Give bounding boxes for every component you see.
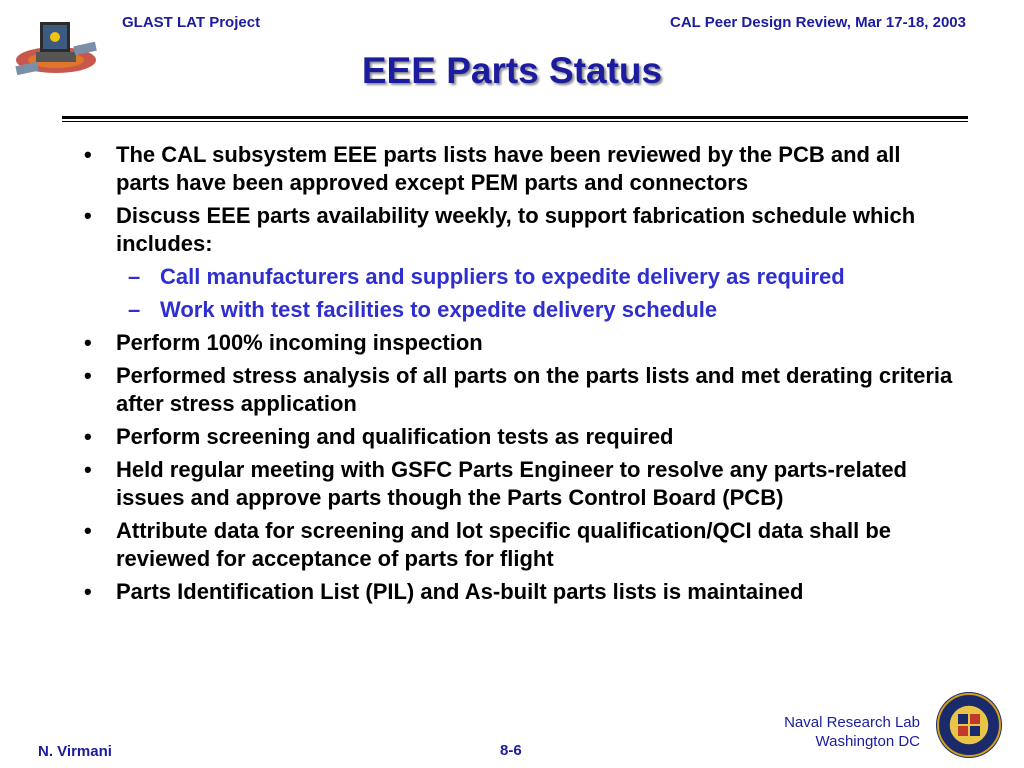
bullet-marker: •	[84, 363, 92, 388]
footer-author: N. Virmani	[38, 743, 112, 760]
bullet-list	[80, 141, 960, 611]
bullet-marker: •	[84, 142, 92, 167]
dash-marker: –	[128, 264, 141, 289]
bullet-item	[80, 202, 960, 258]
header-project: GLAST LAT Project	[122, 14, 261, 31]
bullet-item	[80, 578, 960, 606]
bullet-text: The CAL subsystem EEE parts lists have been reviewed by the PCB and all parts have been approved except PEM parts and connectors	[116, 142, 901, 195]
bullet-item	[80, 362, 960, 418]
bullet-item	[80, 423, 960, 451]
title-divider-thin	[62, 121, 968, 122]
bullet-text: Discuss EEE parts availability weekly, to support fabrication schedule which includes:	[116, 203, 916, 256]
header-review: CAL Peer Design Review, Mar 17-18, 2003	[670, 14, 966, 31]
sub-bullet-item	[80, 263, 960, 291]
bullet-marker: •	[84, 518, 92, 543]
bullet-marker: •	[84, 203, 92, 228]
bullet-item	[80, 456, 960, 512]
page-title: EEE Parts Status	[361, 50, 663, 91]
page-number: 8-6	[500, 742, 522, 759]
title-divider	[62, 116, 968, 119]
bullet-marker: •	[84, 579, 92, 604]
bullet-item	[80, 517, 960, 573]
bullet-item	[80, 329, 960, 357]
bullet-marker: •	[84, 457, 92, 482]
bullet-text: Call manufacturers and suppliers to expedite delivery as required	[160, 264, 845, 289]
sub-bullet-item	[80, 296, 960, 324]
bullet-text: Parts Identification List (PIL) and As-built parts lists is maintained	[116, 579, 804, 604]
bullet-marker: •	[84, 330, 92, 355]
bullet-text: Attribute data for screening and lot specific qualification/QCI data shall be reviewed for acceptance of parts for flight	[116, 518, 892, 571]
org-line-1: Naval Research Lab	[784, 714, 920, 731]
naval-research-lab-seal-icon	[930, 690, 1008, 760]
bullet-text: Work with test facilities to expedite delivery schedule	[160, 297, 718, 322]
bullet-text: Perform 100% incoming inspection	[116, 330, 483, 355]
footer-organization	[784, 713, 920, 751]
bullet-text: Performed stress analysis of all parts on the parts lists and met derating criteria after stress application	[116, 363, 953, 416]
bullet-text: Held regular meeting with GSFC Parts Engineer to resolve any parts-related issues and approve parts though the Parts Control Board (PCB)	[116, 457, 907, 510]
dash-marker: –	[128, 297, 141, 322]
bullet-marker: •	[84, 424, 92, 449]
bullet-item	[80, 141, 960, 197]
org-line-2: Washington DC	[815, 733, 920, 750]
bullet-text: Perform screening and qualification tests as required	[116, 424, 674, 449]
